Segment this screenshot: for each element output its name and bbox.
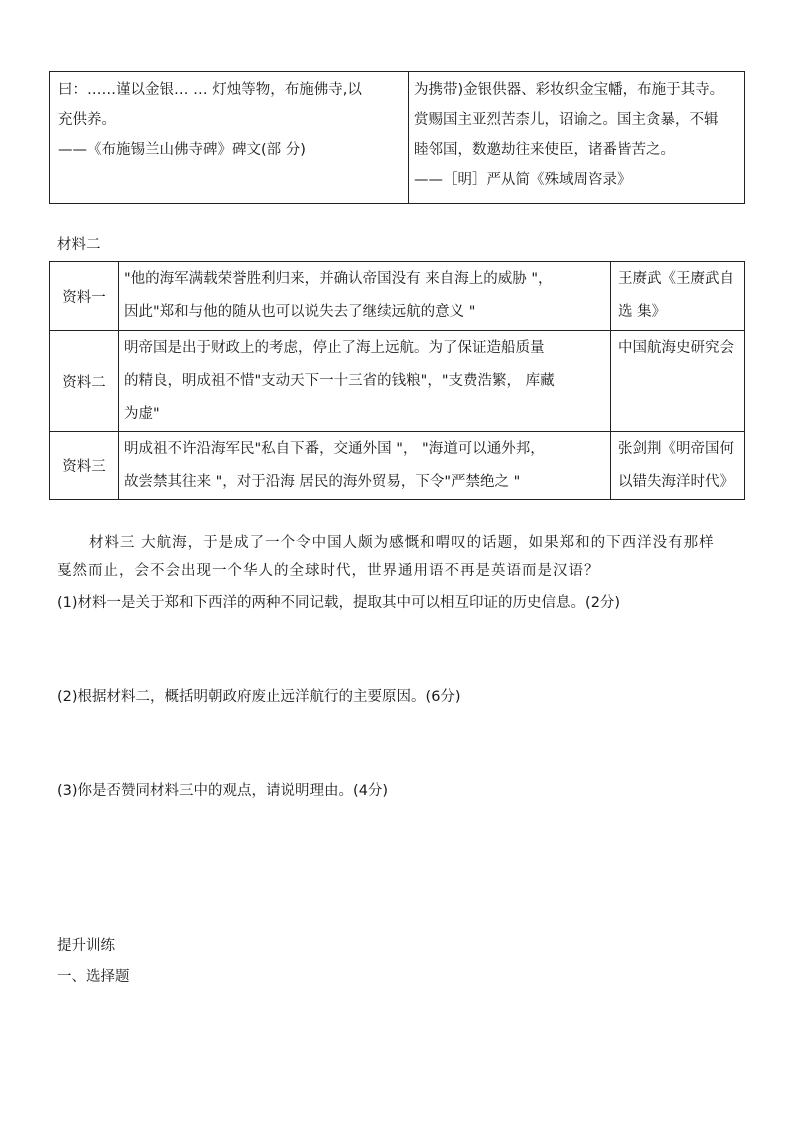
quote-line: 明成祖不许沿海军民"私自下番，交通外国 "， "海道可以通外邦， (124, 441, 545, 457)
source-line: 王赓武《王赓武自 (618, 271, 734, 287)
quote-line: 明帝国是出于财政上的考虑，停止了海上远航。为了保证造船质量 (124, 340, 545, 356)
row-content (119, 262, 611, 331)
row-source (611, 331, 745, 432)
sources-table (49, 71, 745, 204)
row-label-text: 资料二 (62, 374, 106, 391)
source-text-line: 赏赐国主亚烈苦柰儿，诏谕之。国主贪暴，不辑 (414, 112, 719, 128)
material-3-line-1: 材料三 大航海，于是成了一个令中国人颇为感慨和喟叹的话题，如果郑和的下西洋没有那样 (89, 535, 715, 551)
section-title: 提升训练 (57, 938, 115, 954)
quote-line: 因此"郑和与他的随从也可以说失去了继续远航的意义 " (124, 304, 476, 320)
row-source (611, 432, 745, 500)
quote-line: "他的海军满载荣誉胜利归来，并确认帝国没有 来自海上的威胁 "， (124, 271, 553, 287)
row-label-text: 资料一 (62, 289, 106, 306)
source-citation: ——《布施锡兰山佛寺碑》碑文(部 分) (58, 142, 306, 158)
source-line: 中国航海史研究会 (618, 340, 734, 356)
material-2-title: 材料二 (57, 237, 101, 253)
source-cell-right (409, 72, 745, 204)
source-line: 以错失海洋时代》 (618, 474, 734, 490)
source-cell-left (50, 72, 409, 204)
section-subtitle: 一、选择题 (57, 969, 130, 985)
quote-line: 故尝禁其往来 "，对于沿海 居民的海外贸易，下令"严禁绝之 " (124, 474, 521, 490)
question-1: (1)材料一是关于郑和下西洋的两种不同记载，提取其中可以相互印证的历史信息。(2分) (57, 595, 621, 611)
row-label (50, 331, 119, 432)
row-source (611, 262, 745, 331)
row-label (50, 262, 119, 331)
question-2: (2)根据材料二，概括明朝政府废止远洋航行的主要原因。(6分) (57, 689, 461, 705)
material-2-table (49, 261, 745, 500)
quote-line: 为虚" (124, 406, 160, 422)
source-text-line: 睦邻国，数邀劫往来使臣，诸番皆苦之。 (414, 142, 675, 158)
question-3: (3)你是否赞同材料三中的观点，请说明理由。(4分) (57, 783, 389, 799)
row-content (119, 331, 611, 432)
source-text-line: 为携带)金银供器、彩妆织金宝幡，布施于其寺。 (414, 82, 725, 98)
source-text-line: 充供养。 (58, 112, 116, 128)
row-label-text: 资料三 (62, 459, 106, 475)
source-line: 张剑荆《明帝国何 (618, 441, 734, 457)
row-label (50, 432, 119, 500)
material-3-line-2: 戛然而止，会不会出现一个华人的全球时代，世界通用语不再是英语而是汉语？ (57, 563, 600, 579)
source-line: 选 集》 (618, 304, 667, 320)
quote-line: 的精良，明成祖不惜"支动天下一十三省的钱粮"，"支费浩繁， 库藏 (124, 373, 555, 389)
source-citation: ——［明］严从简《殊域周咨录》 (414, 172, 632, 188)
row-content (119, 432, 611, 500)
source-text-line: 曰：……谨以金银… … 灯烛等物，布施佛寺,以 (58, 82, 362, 98)
